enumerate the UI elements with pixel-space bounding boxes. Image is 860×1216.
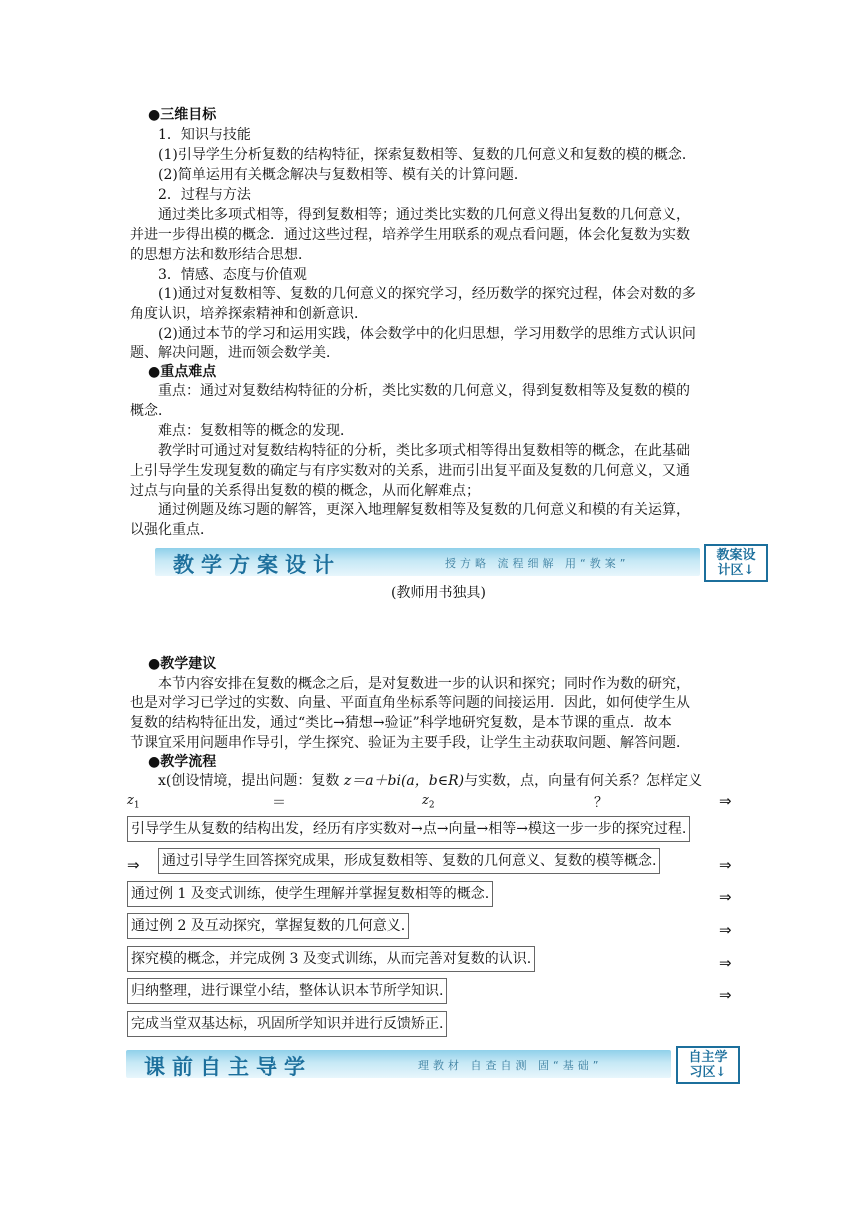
tag2-line-2: 习区↓ bbox=[689, 1065, 727, 1080]
suggestion-l2: 也是对学习已学过的实数、向量、平面直角坐标系等问题的间接运用．因此，如何使学生从 bbox=[130, 695, 690, 711]
banner2-subtitle: 理教材 自查自测 固“基础” bbox=[418, 1059, 603, 1072]
flow-intro-prefix: x(创设情境，提出问题：复数 bbox=[158, 773, 344, 789]
goals-s2-l2: 并进一步得出模的概念．通过这些过程，培养学生用联系的观点看问题，体会化复数为实数 bbox=[130, 227, 690, 243]
z2-label bbox=[422, 793, 435, 811]
banner2-title: 课前自主导学 bbox=[144, 1054, 312, 1079]
flow-intro-formula: z＝a＋bi(a，b∈R) bbox=[343, 773, 465, 789]
tag-line-1: 教案设 bbox=[716, 548, 756, 563]
goals-s1-p1: (1)引导学生分析复数的结构特征，探索复数相等、复数的几何意义和复数的模的概念． bbox=[158, 147, 696, 163]
z1-letter: z bbox=[127, 793, 134, 808]
flow-step-7: 完成当堂双基达标，巩固所学知识并进行反馈矫正. bbox=[127, 1011, 447, 1037]
flow-step-1: 引导学生从复数的结构出发，经历有序实数对→点→向量→相等→模这一步一步的探究过程. bbox=[127, 816, 690, 842]
section-banner-teaching-design bbox=[155, 548, 700, 576]
keypoints-heading: ●重点难点 bbox=[148, 364, 217, 380]
flow-arrow-4: ⇒ bbox=[719, 888, 732, 906]
z1-sub: 1 bbox=[133, 800, 140, 811]
goals-s3-p2-l2: 题、解决问题，进而领会数学美． bbox=[130, 345, 340, 361]
z1-label bbox=[127, 793, 140, 811]
flow-arrow-2: ⇒ bbox=[127, 856, 140, 874]
keypoints-p2-l2: 以强化重点． bbox=[130, 522, 214, 538]
keypoints-focus-l1: 重点：通过对复数结构特征的分析，类比实数的几何意义，得到复数相等及复数的模的 bbox=[158, 383, 690, 399]
goals-s2-title: 2．过程与方法 bbox=[158, 187, 251, 203]
flow-step-3: 通过例 1 及变式训练，使学生理解并掌握复数相等的概念. bbox=[127, 881, 493, 907]
flow-arrow-1: ⇒ bbox=[719, 792, 732, 810]
flow-step-2: 通过引导学生回答探究成果，形成复数相等、复数的几何意义、复数的模等概念. bbox=[158, 848, 660, 874]
goals-s3-title: 3．情感、态度与价值观 bbox=[158, 267, 307, 283]
suggestion-l1: 本节内容安排在复数的概念之后，是对复数进一步的认识和探究；同时作为数的研究， bbox=[158, 676, 690, 692]
keypoints-p1-l2: 上引导学生发现复数的确定与有序实数对的关系，进而引出复平面及复数的几何意义，又通 bbox=[130, 463, 690, 479]
goals-s3-p1-l2: 角度认识，培养探索精神和创新意识． bbox=[130, 306, 368, 322]
z2-sub: 2 bbox=[428, 800, 435, 811]
suggestion-l3: 复数的结构特征出发，通过“类比→猜想→验证”科学地研究复数，是本节课的重点．故本 bbox=[130, 715, 672, 731]
goals-heading: ●三维目标 bbox=[148, 107, 217, 123]
flow-step-6: 归纳整理，进行课堂小结，整体认识本节所学知识. bbox=[127, 978, 447, 1004]
z2-letter: z bbox=[422, 793, 429, 808]
keypoints-focus-l2: 概念． bbox=[130, 403, 172, 419]
flow-step-4: 通过例 2 及互动探究，掌握复数的几何意义. bbox=[127, 913, 409, 939]
flow-heading: ●教学流程 bbox=[148, 754, 217, 770]
keypoints-p1-l1: 教学时可通过对复数结构特征的分析，类比多项式相等得出复数相等的概念，在此基础 bbox=[158, 443, 690, 459]
keypoints-p2-l1: 通过例题及练习题的解答，更深入地理解复数相等及复数的几何意义和模的有关运算， bbox=[158, 502, 690, 518]
tag-line-2: 计区↓ bbox=[717, 563, 755, 578]
keypoints-p1-l3: 过点与向量的关系得出复数的模的概念，从而化解难点； bbox=[130, 483, 480, 499]
goals-s2-l3: 的思想方法和数形结合思想． bbox=[130, 247, 312, 263]
flow-arrow-3: ⇒ bbox=[719, 856, 732, 874]
flow-arrow-6: ⇒ bbox=[719, 954, 732, 972]
question-mark: ？ bbox=[594, 795, 608, 811]
suggestion-l4: 节课宜采用问题串作导引，学生探究、验证为主要手段，让学生主动获取问题、解答问题． bbox=[130, 735, 690, 751]
keypoints-difficulty: 难点：复数相等的概念的发现． bbox=[158, 423, 354, 439]
flow-intro bbox=[158, 771, 702, 791]
banner-title: 教学方案设计 bbox=[173, 552, 341, 577]
teacher-note: (教师用书独具) bbox=[391, 585, 486, 601]
goals-s2-l1: 通过类比多项式相等，得到复数相等；通过类比实数的几何意义得出复数的几何意义， bbox=[158, 207, 690, 223]
suggestion-heading: ●教学建议 bbox=[148, 656, 217, 672]
goals-s3-p2-l1: (2)通过本节的学习和运用实践，体会数学中的化归思想，学习用数学的思维方式认识问 bbox=[158, 326, 696, 342]
banner-subtitle: 授方略 流程细解 用“教案” bbox=[445, 557, 630, 570]
self-study-area-tag[interactable] bbox=[676, 1046, 740, 1084]
flow-step-5: 探究模的概念，并完成例 3 及变式训练，从而完善对复数的认识. bbox=[127, 946, 535, 972]
goals-s1-p2: (2)简单运用有关概念解决与复数相等、模有关的计算问题． bbox=[158, 167, 528, 183]
flow-arrow-7: ⇒ bbox=[719, 986, 732, 1004]
flow-intro-suffix: 与实数，点，向量有何关系？怎样定义 bbox=[464, 773, 703, 789]
tag2-line-1: 自主学 bbox=[688, 1050, 728, 1065]
goals-s3-p1-l1: (1)通过对复数相等、复数的几何意义的探究学习，经历数学的探究过程，体会对数的多 bbox=[158, 286, 696, 302]
flow-arrow-5: ⇒ bbox=[719, 921, 732, 939]
section-banner-self-study bbox=[126, 1050, 671, 1078]
goals-s1-title: 1．知识与技能 bbox=[158, 127, 251, 143]
teaching-design-area-tag[interactable] bbox=[704, 544, 768, 582]
equals-sign: ＝ bbox=[272, 795, 286, 811]
